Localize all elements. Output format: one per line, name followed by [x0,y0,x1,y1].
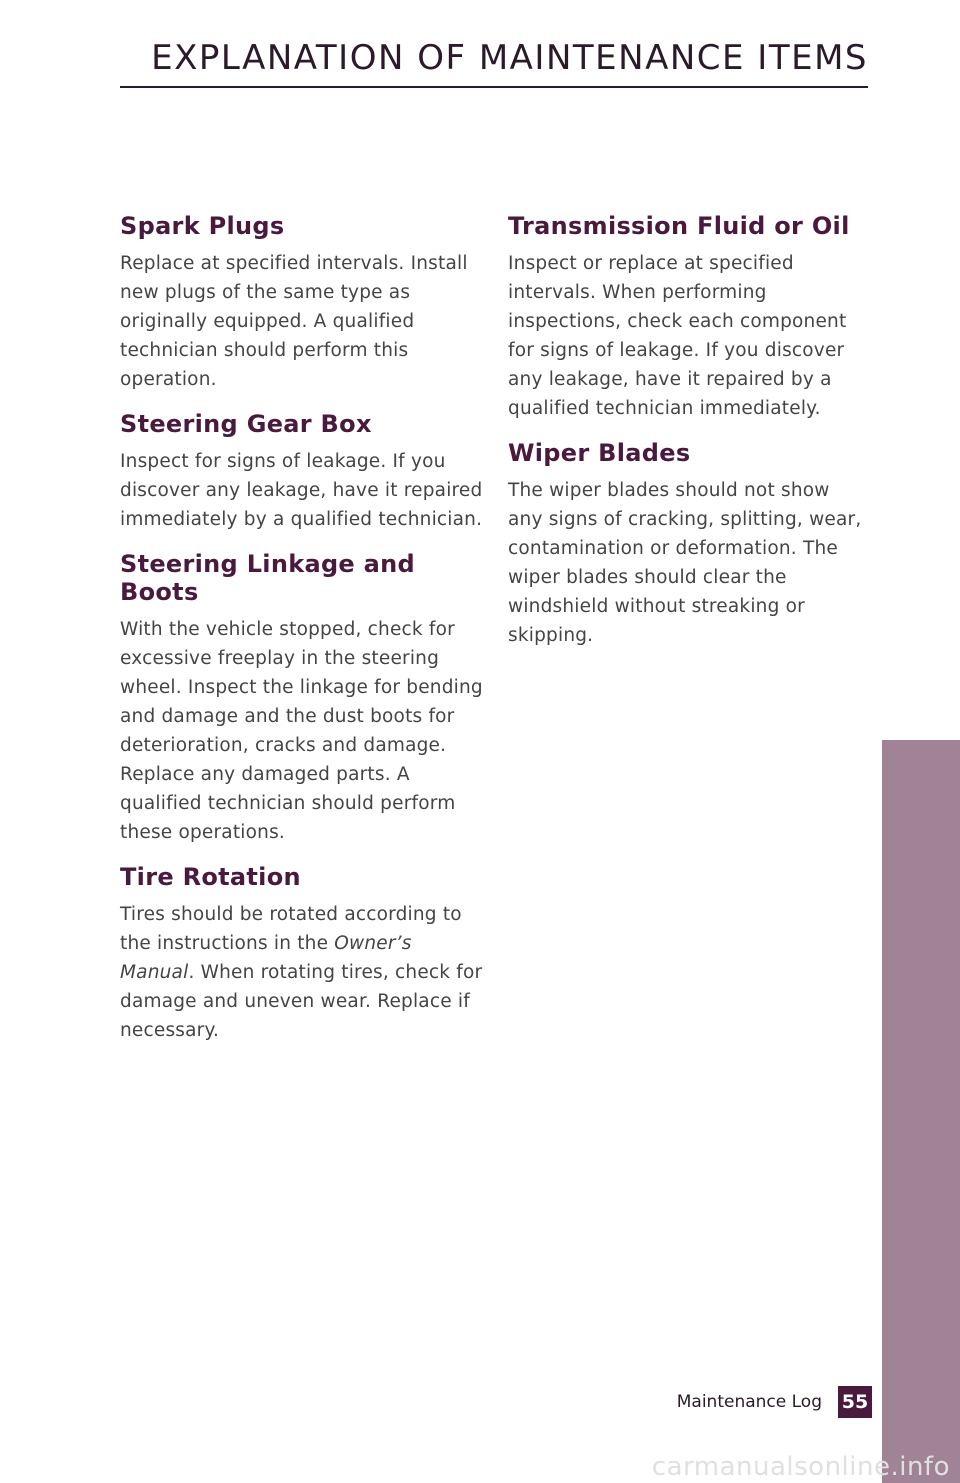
page-title: EXPLANATION OF MAINTENANCE ITEMS [151,38,868,78]
right-column [508,212,868,666]
title-divider [120,86,868,88]
side-tab [882,740,960,1483]
section-body: The wiper blades should not show any signs of cracking, splitting, wear, contamination or deformation. The wiper blades should clear the windshield without streaking or skipping. [508,480,862,646]
section-heading: Wiper Blades [508,439,691,467]
section-heading: Steering Linkage and Boots [120,550,416,606]
section-heading: Spark Plugs [120,212,285,240]
section-heading: Transmission Fluid or Oil [508,212,850,240]
section-body: Replace at specified intervals. Install new plugs of the same type as originally equipped. A qualified technician should perform this operation. [120,253,468,390]
section-body [120,900,484,1045]
section-tire-rotation [120,863,484,1045]
page-number: 55 [838,1386,872,1418]
left-column [120,212,484,1061]
watermark: carmanualsonline.info [651,1452,950,1482]
body-text: Tires should be rotated according to the instructions in the [120,904,462,954]
section-transmission-fluid [508,212,868,423]
section-body: With the vehicle stopped, check for excessive freeplay in the steering wheel. Inspect the linkage for bending and damage and the dust boots for deterioration, cracks and damage. Replace any damaged parts. A qualified technician should perform these operations. [120,619,483,843]
section-body: Inspect or replace at specified intervals. When performing inspections, check each component for signs of leakage. If you discover any leakage, have it repaired by a qualified technician immediately. [508,253,847,419]
section-heading: Tire Rotation [120,863,301,891]
section-steering-linkage-and-boots [120,550,484,847]
side-tab-label: MAINTENANCE [26,1011,52,1213]
section-wiper-blades [508,439,868,650]
body-text: . When rotating tires, check for damage and uneven wear. Replace if necessary. [120,962,483,1041]
section-body: Inspect for signs of leakage. If you discover any leakage, have it repaired immediately by a qualified technician. [120,451,483,530]
section-steering-gear-box [120,410,484,534]
manual-title: Owner’s Manual [120,933,412,983]
section-spark-plugs [120,212,484,394]
section-heading: Steering Gear Box [120,410,372,438]
footer-section-label: Maintenance Log [676,1392,822,1412]
